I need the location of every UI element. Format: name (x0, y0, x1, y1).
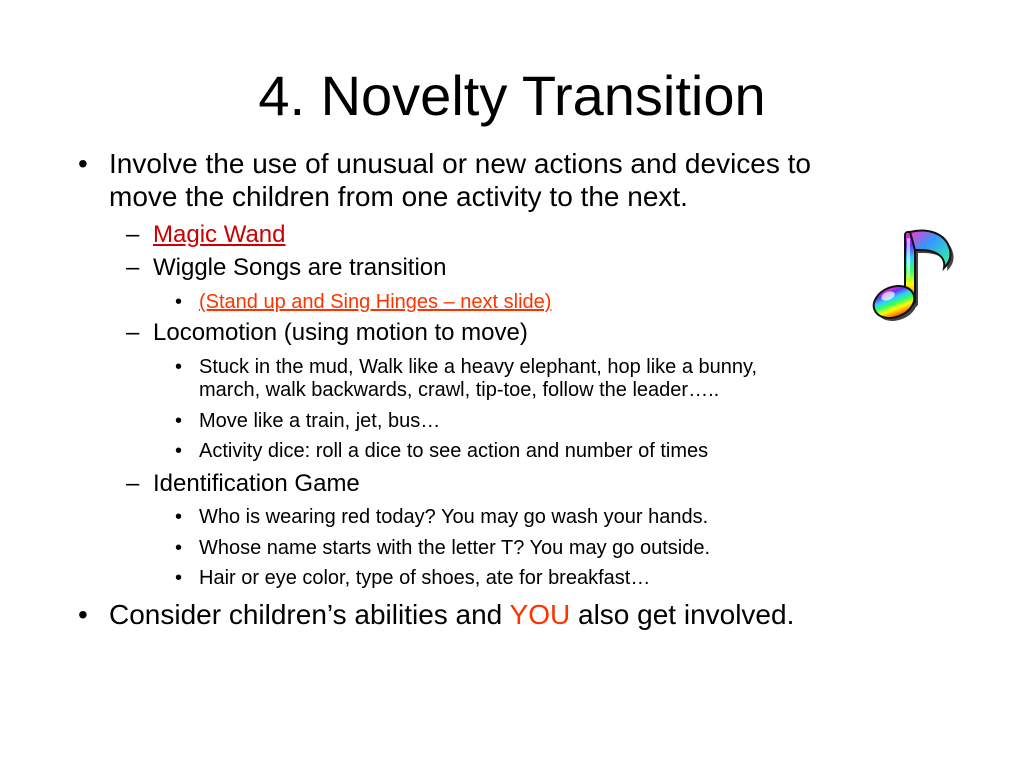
item-whose-name: Whose name starts with the letter T? You may go outside. (199, 537, 711, 559)
bullet-level-3: • (175, 537, 183, 559)
dash-level-2: – (126, 221, 140, 248)
item-involve-line-1: Involve the use of unusual or new actions and devices to (109, 148, 811, 179)
bullet-level-3: • (175, 291, 183, 313)
magic-wand-link[interactable]: Magic Wand (153, 221, 286, 248)
bullet-level-1: • (78, 148, 88, 179)
bullet-level-3: • (175, 440, 183, 462)
dash-level-2: – (126, 254, 140, 281)
dash-level-2: – (126, 319, 140, 346)
slide-title: 4. Novelty Transition (258, 64, 766, 127)
item-activity-dice: Activity dice: roll a dice to see action and number of times (199, 440, 709, 462)
item-hair-eye: Hair or eye color, type of shoes, ate for breakfast… (199, 567, 651, 589)
bullet-level-1: • (78, 599, 88, 630)
stand-up-sing-hinges-link[interactable]: (Stand up and Sing Hinges – next slide) (199, 291, 552, 313)
music-note-icon (868, 224, 956, 324)
item-stuck-line-1: Stuck in the mud, Walk like a heavy elephant, hop like a bunny, (199, 356, 758, 378)
consider-text-end: also get involved. (570, 599, 795, 630)
item-move-like: Move like a train, jet, bus… (199, 410, 441, 432)
bullet-level-3: • (175, 567, 183, 589)
item-locomotion: Locomotion (using motion to move) (153, 319, 528, 346)
consider-text-start: Consider children’s abilities and (109, 599, 510, 630)
item-who-wearing: Who is wearing red today? You may go wash your hands. (199, 506, 709, 528)
item-wiggle-songs: Wiggle Songs are transition (153, 254, 447, 281)
you-emphasis: YOU (509, 599, 571, 630)
item-stuck-line-2: march, walk backwards, crawl, tip-toe, follow the leader….. (199, 379, 720, 401)
dash-level-2: – (126, 470, 140, 497)
bullet-level-3: • (175, 410, 183, 432)
bullet-level-3: • (175, 506, 183, 528)
item-involve-line-2: move the children from one activity to the next. (109, 181, 688, 212)
item-identification-game: Identification Game (153, 470, 360, 497)
item-consider (109, 599, 794, 631)
bullet-level-3: • (175, 356, 183, 378)
